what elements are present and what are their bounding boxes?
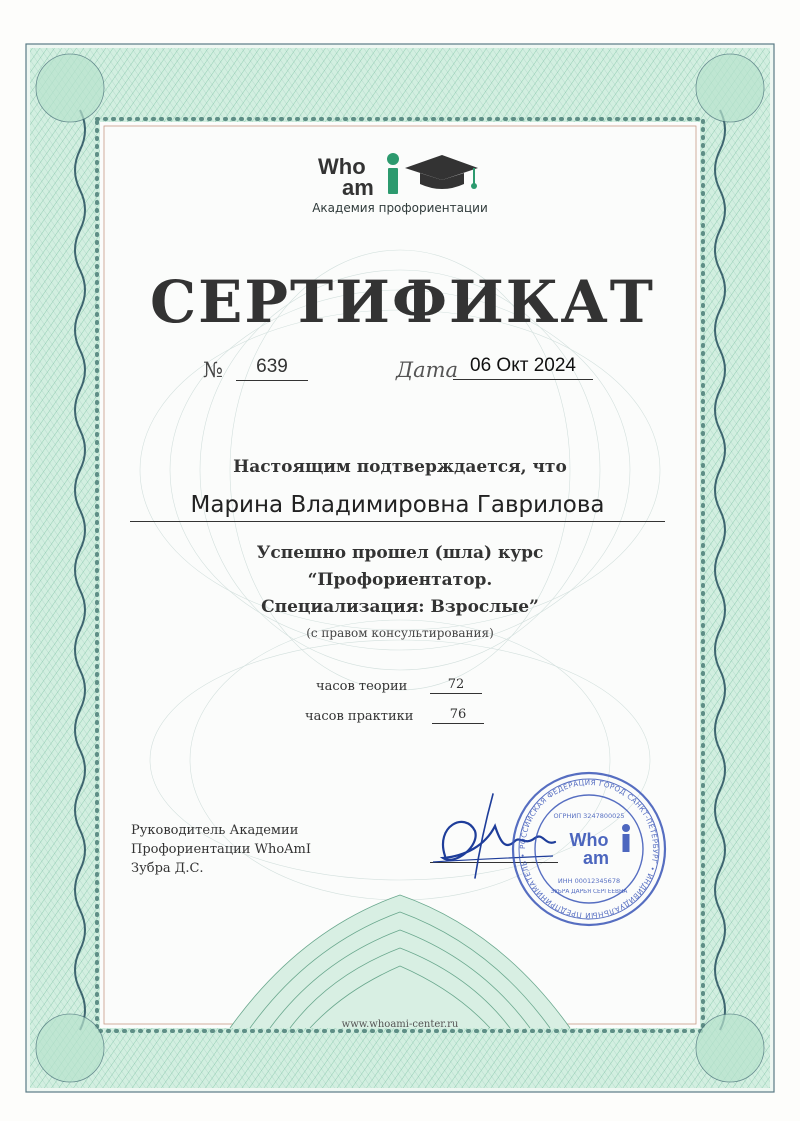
course-note: (с правом консультирования): [306, 626, 494, 640]
logo-subtitle: Академия профориентации: [312, 201, 488, 215]
stamp-owner: ЗУБРА ДАРЬЯ СЕРГЕЕВНА: [550, 889, 628, 895]
confirm-text: Настоящим подтверждается, что: [233, 457, 567, 477]
theory-hours-value: 72: [430, 677, 482, 694]
stamp-ring-text: РОССИЙСКАЯ ФЕДЕРАЦИЯ ГОРОД САНКТ-ПЕТЕРБУРГ • ИНДИВИДУАЛЬНЫЙ ПРЕДПРИНИМАТЕЛЬ •: [517, 777, 661, 921]
recipient-name: Марина Владимировна Гаврилова: [130, 492, 665, 522]
practice-hours-value: 76: [432, 707, 484, 724]
signatory-line-2: Профориентации WhoAmI: [131, 842, 312, 857]
website-url: www.whoami-center.ru: [341, 1019, 459, 1030]
signatory-block: [131, 821, 311, 878]
official-stamp: [508, 768, 670, 930]
course-line-2: “Профориентатор.: [307, 570, 493, 590]
logo-who: Who: [318, 154, 366, 179]
signatory-line-3: Зубра Д.С.: [131, 861, 204, 876]
stamp-am: am: [582, 848, 610, 868]
logo-am: am: [342, 175, 374, 200]
graduation-cap-icon: [405, 155, 478, 189]
date-label: Дата: [396, 358, 459, 382]
course-line-1: Успешно прошел (шла) курс: [256, 543, 544, 563]
stamp-ogrnip: ОГРНИП 3247800025: [553, 812, 625, 820]
stamp-inn: ИНН 00012345678: [557, 877, 621, 885]
stamp-who: Who: [569, 830, 609, 850]
date-value: 06 Окт 2024: [453, 355, 593, 380]
theory-hours-label: часов теории: [316, 679, 408, 694]
number-label: №: [203, 358, 223, 382]
practice-hours-label: часов практики: [305, 709, 414, 724]
certificate-title: СЕРТИФИКАТ: [150, 268, 655, 336]
number-value: 639: [236, 356, 308, 381]
course-line-3: Специализация: Взрослые”: [261, 597, 539, 617]
signatory-line-1: Руководитель Академии: [131, 823, 299, 838]
